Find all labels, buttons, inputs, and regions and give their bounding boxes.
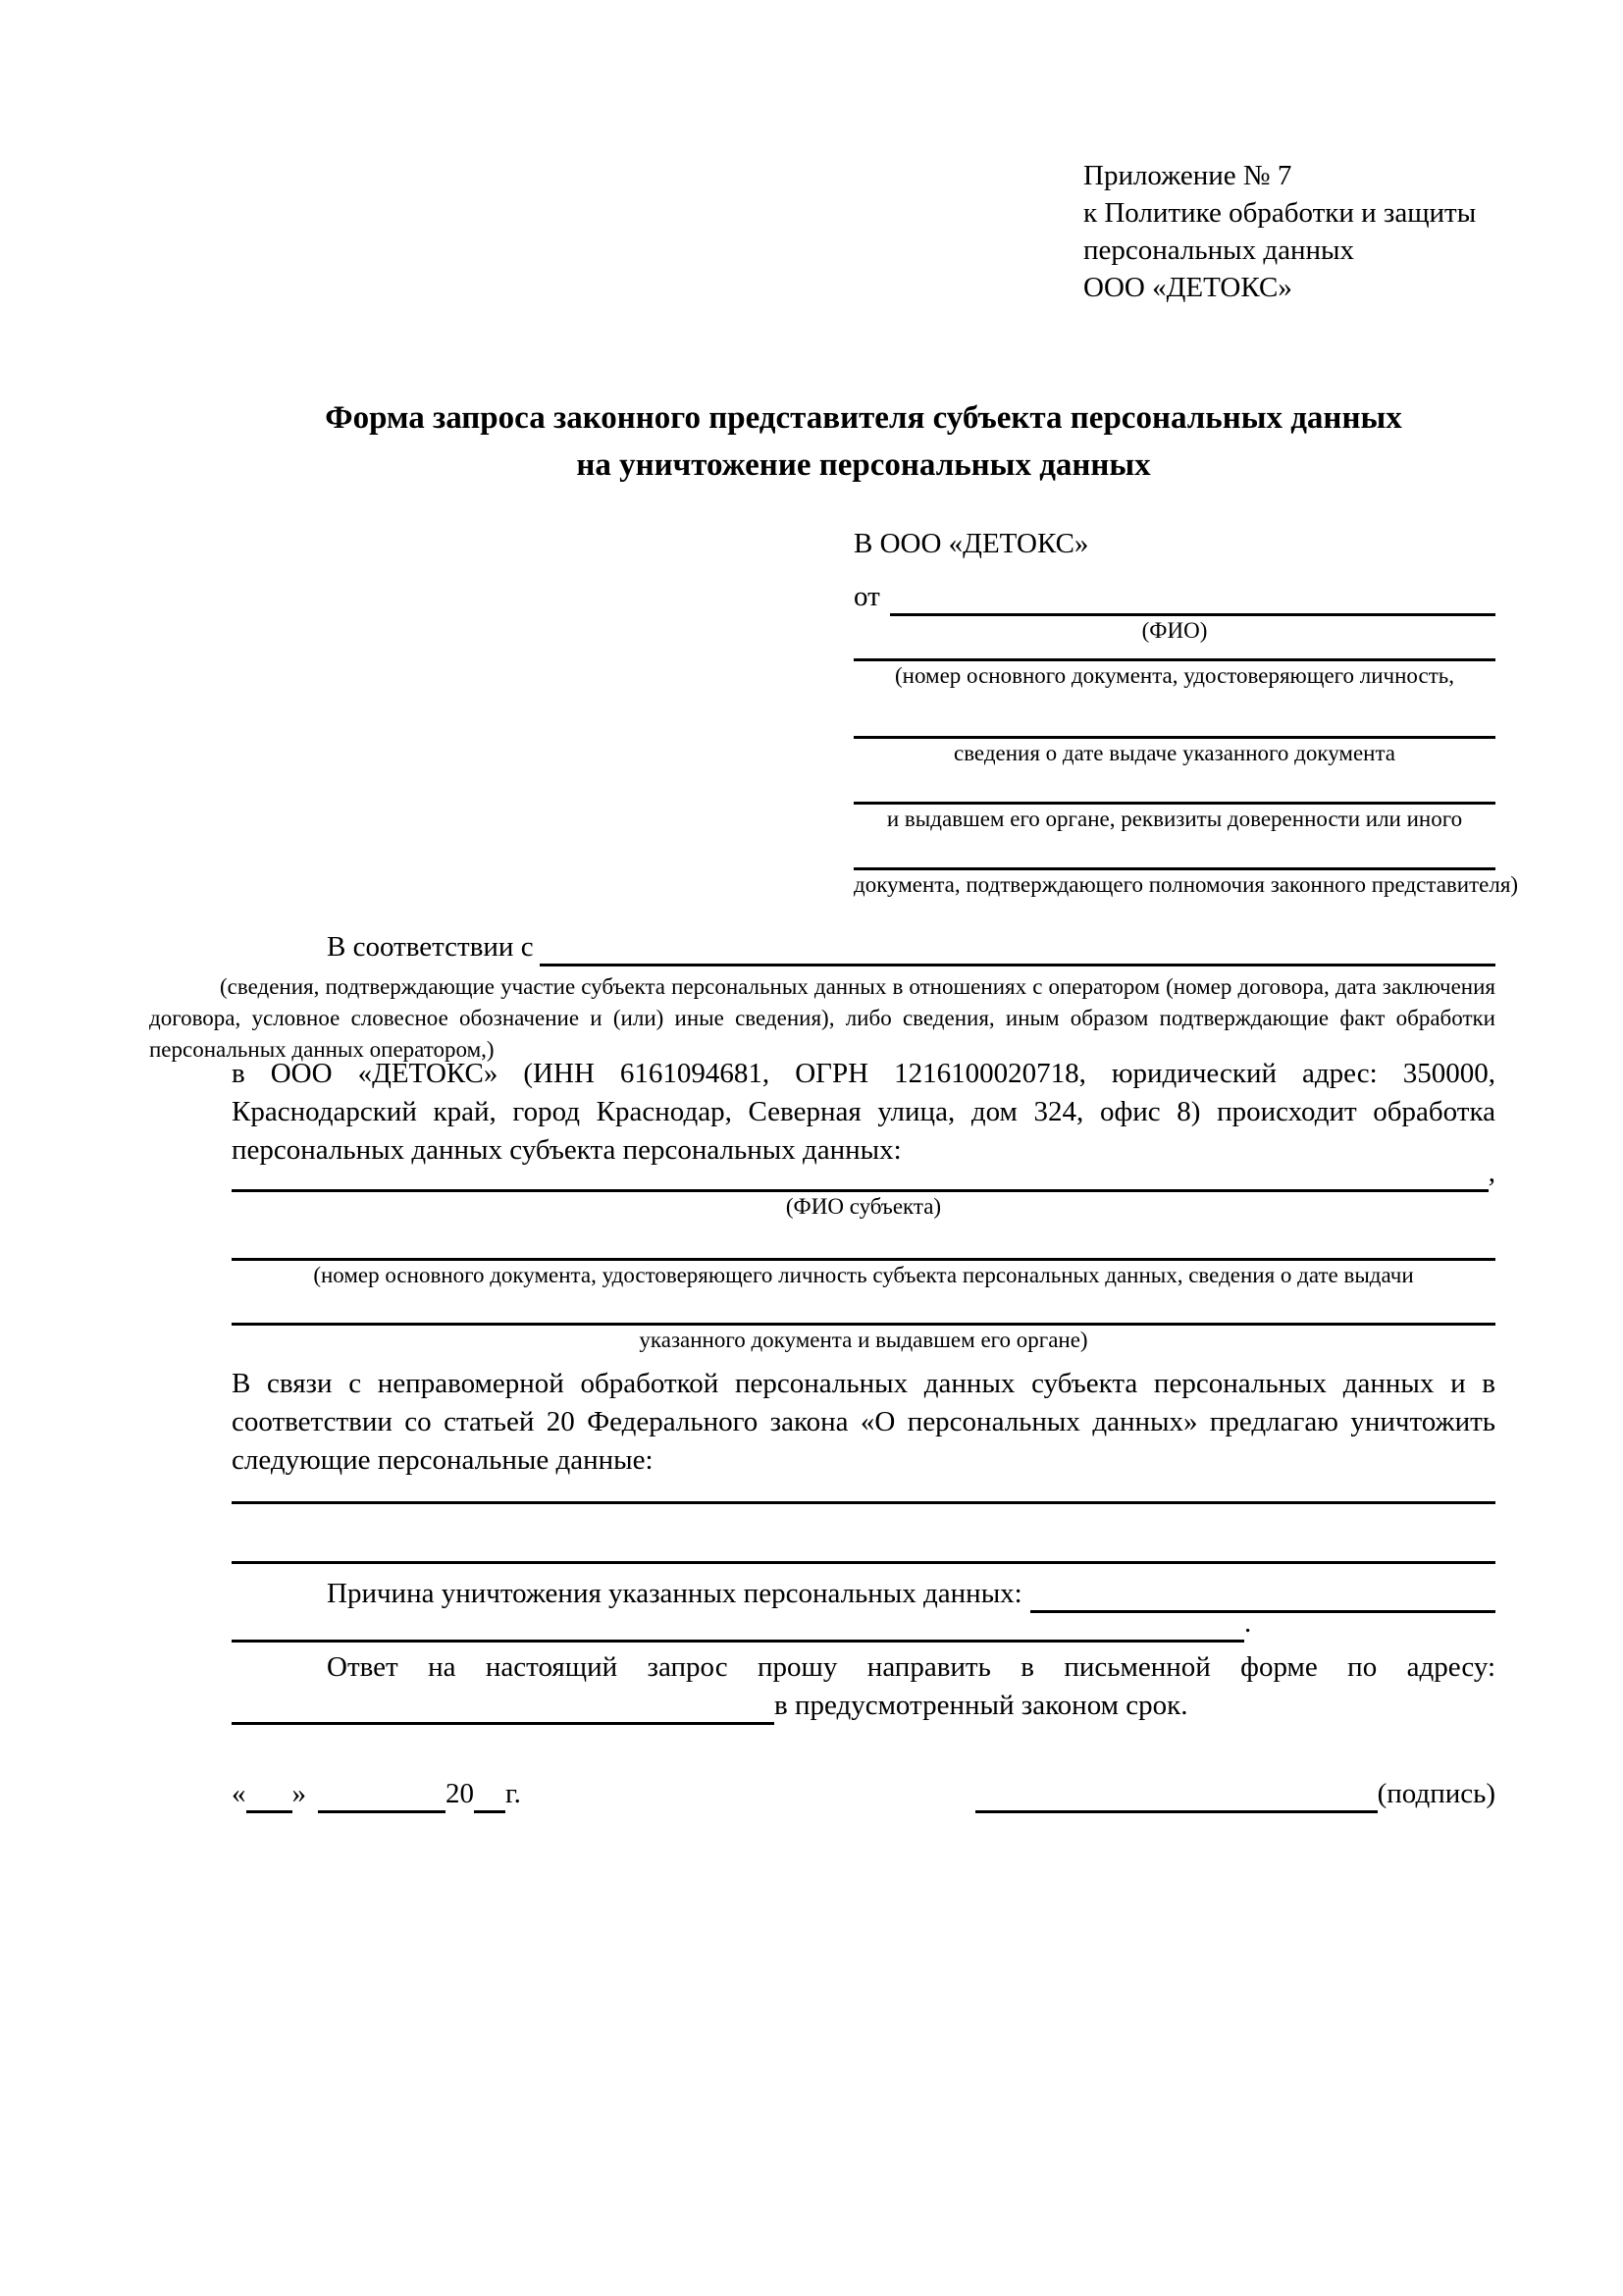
addressee-block: [854, 522, 1519, 900]
doc-blank-field-2: [854, 691, 1495, 739]
reason-blank-field-2: [232, 1640, 1244, 1643]
signature-blank-field: [975, 1810, 1378, 1813]
appendix-header-line: ООО «ДЕТОКС»: [1083, 272, 1292, 303]
addressee-to: В ООО «ДЕТОКС»: [854, 528, 1089, 559]
accordance-blank-field: [540, 964, 1495, 966]
subject-doc-blank-field-2: [232, 1290, 1495, 1326]
reason-lead: Причина уничтожения указанных персональных данных:: [327, 1578, 1022, 1609]
subject-section: [232, 1158, 1495, 1725]
subject-fio-row: [232, 1158, 1495, 1192]
doc-blank-field-4: [854, 834, 1495, 870]
reply-address-blank-field: [232, 1722, 774, 1725]
reason-period: .: [1244, 1607, 1252, 1639]
doc-blank-caption-4: документа, подтверждающего полномочия законного представителя): [854, 872, 1519, 897]
demand-paragraph: В связи с неправомерной обработкой персональных данных субъекта персональных данных и в соответствии со статьей 20 Федерального закона «О персональных данных» предлагаю уничтожить следующие персональные данные:: [232, 1368, 1495, 1476]
fio-caption: (ФИО): [1141, 618, 1208, 643]
operator-paragraph: в ООО «ДЕТОКС» (ИНН 6161094681, ОГРН 1216100020718, юридический адрес: 350000, Краснодарский край, город Краснодар, Северная улица, дом 324, офис 8) происходит обработка персональных данных субъекта персональных данных:: [232, 1058, 1495, 1166]
reason-continuation-row: [232, 1607, 1495, 1643]
accordance-note: (сведения, подтверждающие участие субъекта персональных данных в отношениях с оператором (номер договора, дата заключения договора, условное словесное обозначение и (или) иные сведения), либо сведения, иным образом подтверждающие факт обработки персональных данных оператором,): [149, 974, 1495, 1062]
date-month-blank-field: [318, 1810, 445, 1813]
accordance-lead: В соответствии с: [327, 931, 534, 963]
doc-blank-caption-2: сведения о дате выдаче указанного документа: [953, 741, 1396, 765]
subject-doc-blank-field-1: [232, 1222, 1495, 1261]
date-year-suffix: г.: [505, 1778, 521, 1809]
data-blank-field-1: [232, 1480, 1495, 1504]
subject-fio-caption: (ФИО субъекта): [785, 1194, 942, 1219]
from-row: [854, 567, 1495, 616]
appendix-header-line: персональных данных: [1083, 235, 1355, 266]
form-title-line-2: на уничтожение персональных данных: [576, 447, 1151, 483]
accordance-row: [232, 930, 1495, 966]
reply-paragraph: Ответ на настоящий запрос прошу направить в письменной форме по адресу:: [327, 1651, 1495, 1683]
signature-caption: (подпись): [1377, 1778, 1495, 1809]
reply-tail-text: в предусмотренный законом срок.: [774, 1690, 1188, 1721]
data-blank-field-2: [232, 1504, 1495, 1564]
doc-blank-field-1: [854, 646, 1495, 661]
form-title: [232, 394, 1495, 489]
subject-doc-caption-1: (номер основного документа, удостоверяющего личность субъекта персональных данных, сведения о дате выдачи: [313, 1263, 1414, 1287]
reply-tail-row: [232, 1687, 1495, 1725]
date-close-quote: »: [291, 1778, 306, 1809]
reason-blank-field: [1030, 1610, 1495, 1613]
appendix-header-line: к Политике обработки и защиты: [1083, 197, 1477, 229]
doc-blank-caption-1: (номер основного документа, удостоверяющего личность,: [894, 663, 1454, 688]
appendix-header: [1083, 157, 1505, 306]
date-year-blank-field: [474, 1810, 505, 1813]
date-year-prefix: 20: [445, 1778, 474, 1809]
doc-blank-field-3: [854, 768, 1495, 805]
appendix-header-line: Приложение № 7: [1083, 160, 1292, 191]
date-open-quote: «: [232, 1778, 246, 1809]
subject-doc-caption-2: указанного документа и выдавшем его органе): [639, 1328, 1088, 1352]
doc-blank-caption-3: и выдавшем его органе, реквизиты доверенности или иного: [886, 807, 1463, 831]
from-label: от: [854, 581, 880, 612]
reason-row: [232, 1574, 1495, 1613]
subject-fio-comma: ,: [1488, 1157, 1495, 1188]
signature-row: [232, 1766, 1495, 1813]
date-day-blank-field: [246, 1810, 292, 1813]
form-title-line-1: Форма запроса законного представителя субъекта персональных данных: [325, 400, 1402, 436]
